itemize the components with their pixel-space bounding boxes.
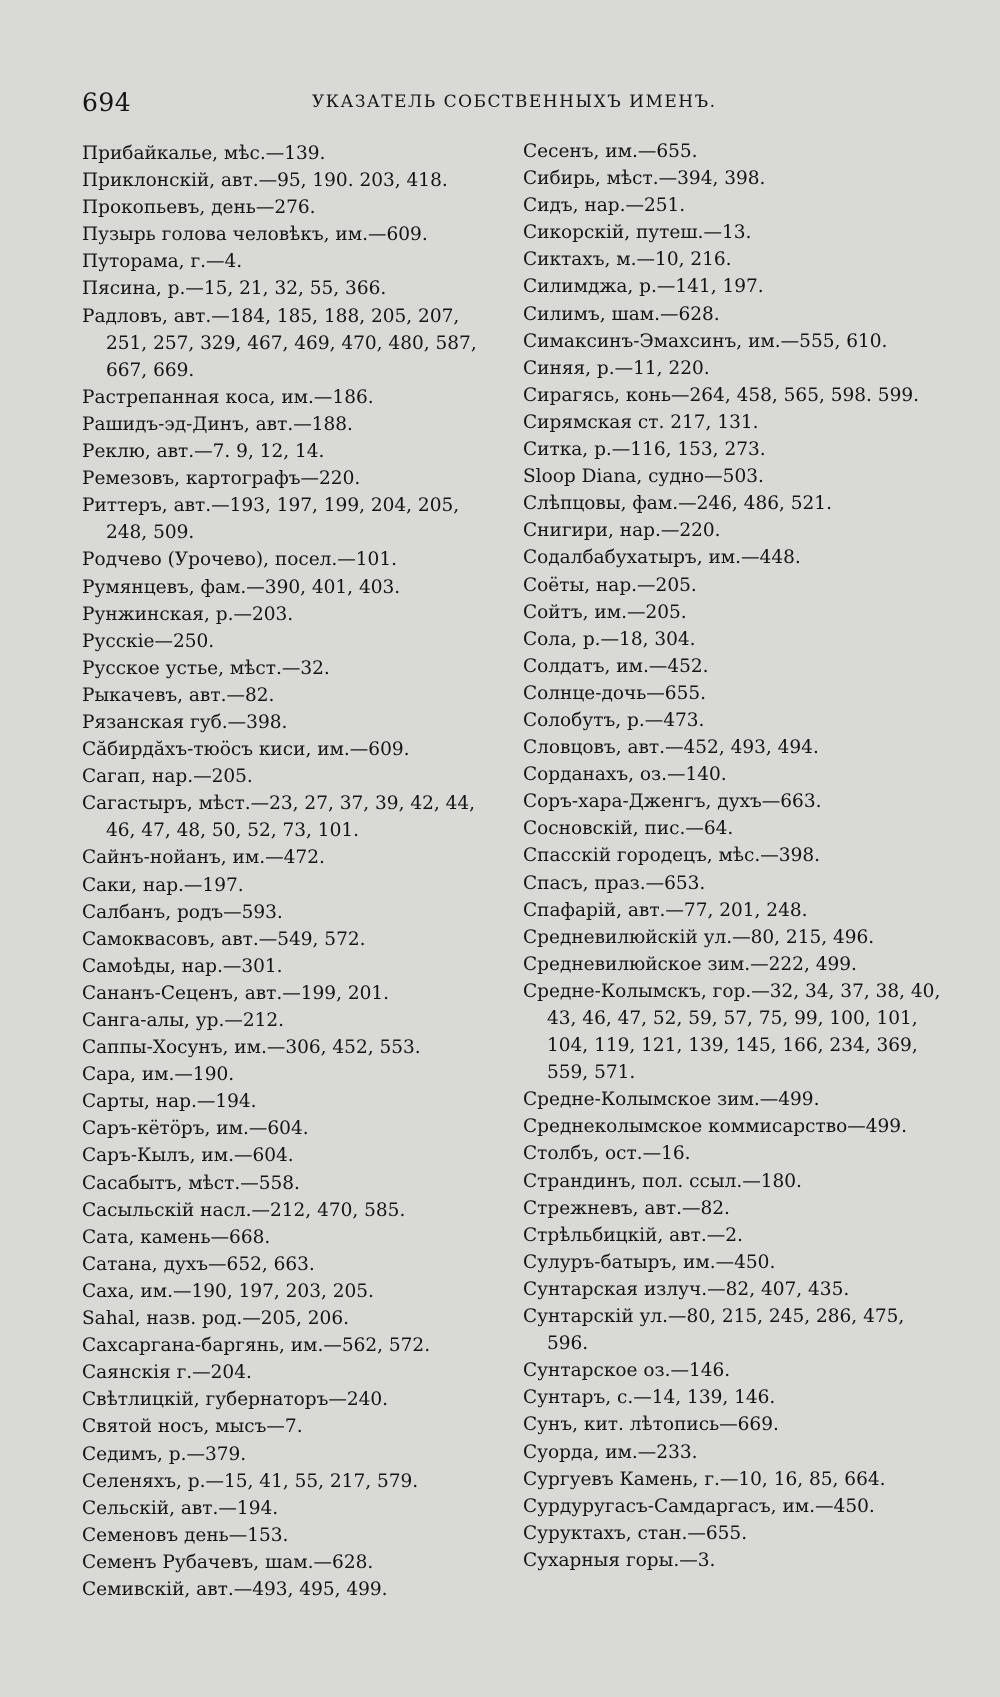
index-entry: Растрепанная коса, им.—186. [82,386,374,408]
index-column-right [523,138,943,1574]
index-entry: Радловъ, авт.—184, 185, 188, 205, 207, 251, 257, 329, 467, 469, 470, 480, 587, 667, 669. [82,305,477,381]
index-entry: Страндинъ, пол. ссыл.—180. [523,1170,802,1192]
index-entry: Семивскій, авт.—493, 495, 499. [82,1578,388,1600]
index-entry: Симаксинъ-Эмахсинъ, им.—555, 610. [523,330,888,352]
index-entry: Пясина, р.—15, 21, 32, 55, 366. [82,278,387,300]
index-entry: Свѣтлицкій, губернаторъ—240. [82,1389,389,1411]
running-title: УКАЗАТЕЛЬ СОБСТВЕННЫХЪ ИМЕНЪ. [312,92,717,112]
index-entry: Сатана, духъ—652, 663. [82,1253,315,1275]
index-entry: Сасыльскій насл.—212, 470, 585. [82,1199,406,1221]
index-entry: Сулуръ-батыръ, им.—450. [523,1251,776,1273]
index-entry: Силимъ, шам.—628. [523,303,720,325]
index-entry: Саха, им.—190, 197, 203, 205. [82,1280,374,1302]
index-entry: Саръ-Кылъ, им.—604. [82,1145,294,1167]
index-entry: Сата, камень—668. [82,1226,271,1248]
index-entry: Сосновскій, пис.—64. [523,818,734,840]
index-entry: Сунтарская излуч.—82, 407, 435. [523,1278,850,1300]
index-entry: Сагастыръ, мѣст.—23, 27, 37, 39, 42, 44, 46, 47, 48, 50, 52, 73, 101. [82,793,476,842]
index-entry: Самоѣды, нар.—301. [82,955,283,977]
index-entry: Снигири, нар.—220. [523,520,721,542]
index-entry: Реклю, авт.—7. 9, 12, 14. [82,441,325,463]
index-entry: Сурдуругасъ-Самдаргасъ, им.—450. [523,1495,875,1517]
index-entry: Сунтарскій ул.—80, 215, 245, 286, 475, 596. [523,1306,905,1355]
index-entry: Солнце-дочь—655. [523,682,706,704]
index-entry: Стрежневъ, авт.—82. [523,1197,730,1219]
index-entry: Силимджа, р.—141, 197. [523,276,764,298]
index-entry: Сургуевъ Камень, г.—10, 16, 85, 664. [523,1468,886,1490]
index-entry: Селеняхъ, р.—15, 41, 55, 217, 579. [82,1470,419,1492]
index-entry: Ремезовъ, картографъ—220. [82,468,361,490]
index-column-left [82,140,492,1603]
index-entry: Прибайкалье, мѣс.—139. [82,143,326,164]
index-entry: Родчево (Урочево), посел.—101. [82,549,397,571]
index-entry: Суорда, им.—233. [523,1441,698,1463]
index-entry: Средневилюйское зим.—222, 499. [523,953,857,975]
index-entry: Спасскій городецъ, мѣс.—398. [523,845,820,867]
index-entry: Саппы-Хосунъ, им.—306, 452, 553. [82,1037,421,1059]
index-entry: Словцовъ, авт.—452, 493, 494. [523,737,819,759]
index-entry: Саянскія г.—204. [82,1362,252,1384]
index-entry: Рязанская губ.—398. [82,711,288,733]
index-entry: Спафарій, авт.—77, 201, 248. [523,899,808,921]
index-entry: Русское устье, мѣст.—32. [82,657,330,679]
index-entry: Сиктахъ, м.—10, 216. [523,249,732,271]
index-entry: Пузырь голова человѣкъ, им.—609. [82,224,428,246]
index-entry: Сикорскій, путеш.—13. [523,222,752,244]
index-entry: Столбъ, ост.—16. [523,1143,691,1165]
index-entry: Прокопьевъ, день—276. [82,197,316,219]
index-entry: Сунтаръ, с.—14, 139, 146. [523,1387,776,1409]
index-entry: Слѣпцовы, фам.—246, 486, 521. [523,493,832,515]
index-entry: Сагап, нар.—205. [82,766,253,788]
index-entry: Сесенъ, им.—655. [523,141,698,162]
index-entry: Рашидъ-эд-Динъ, авт.—188. [82,413,353,435]
index-entry: Сананъ-Сеценъ, авт.—199, 201. [82,982,390,1004]
index-entry: Самоквасовъ, авт.—549, 572. [82,928,366,950]
index-entry: Сойтъ, им.—205. [523,601,687,623]
index-entry: Соёты, нар.—205. [523,574,697,596]
index-entry: Сара, им.—190. [82,1064,235,1086]
index-entry: Сельскій, авт.—194. [82,1497,279,1519]
index-entry: Семеновъ день—153. [82,1524,289,1546]
index-entry: Суруктахъ, стан.—655. [523,1522,748,1544]
index-entry: Саръ-кётöръ, им.—604. [82,1118,309,1140]
index-entry: Стрѣльбицкій, авт.—2. [523,1224,743,1246]
index-entry: Солдатъ, им.—452. [523,655,709,677]
index-entry: Сайнъ-нойанъ, им.—472. [82,847,325,869]
index-entry: Средне-Колымское зим.—499. [523,1089,820,1111]
index-entry: Сирагясь, конь—264, 458, 565, 598. 599. [523,384,919,406]
index-entry: Сола, р.—18, 304. [523,628,696,650]
index-entry: Сахсаргана-баргянь, им.—562, 572. [82,1335,431,1357]
index-entry: Синяя, р.—11, 220. [523,357,710,379]
index-entry: Средне-Колымскъ, гор.—32, 34, 37, 38, 40, 43, 46, 47, 52, 59, 57, 75, 99, 100, 101, 104, 119, 121, 139, 145, 166, 234, 369, 559, 571. [523,980,941,1084]
index-entry: Сидъ, нар.—251. [523,195,686,217]
index-entry: Семенъ Рубачевъ, шам.—628. [82,1551,374,1573]
index-entry: Sahal, назв. род.—205, 206. [82,1308,349,1330]
index-entry: Сарты, нар.—194. [82,1091,257,1113]
index-entry: Спасъ, праз.—653. [523,872,706,894]
index-entry: Сăбирдăхъ-тюöсъ киси, им.—609. [82,739,410,761]
index-entry: Средневилюйскій ул.—80, 215, 496. [523,926,875,948]
index-entry: Салбанъ, родъ—593. [82,901,283,923]
index-entry: Приклонскій, авт.—95, 190. 203, 418. [82,170,448,192]
index-entry: Сибирь, мѣст.—394, 398. [523,168,766,190]
index-entry: Румянцевъ, фам.—390, 401, 403. [82,576,401,598]
index-entry: Соръ-хара-Дженгъ, духъ—663. [523,791,822,813]
index-entry: Рыкачевъ, авт.—82. [82,684,275,706]
index-entry: Седимъ, р.—379. [82,1443,247,1465]
index-entry: Содалбабухатыръ, им.—448. [523,547,801,569]
page-number: 694 [82,88,132,117]
index-entry: Сирямская ст. 217, 131. [523,411,759,433]
index-entry: Сунъ, кит. лѣтопись—669. [523,1414,779,1436]
index-entry: Рунжинская, р.—203. [82,603,294,625]
index-entry: Сунтарское оз.—146. [523,1360,731,1382]
index-entry: Среднеколымское коммисарство—499. [523,1116,907,1138]
index-entry: Святой носъ, мысъ—7. [82,1416,303,1438]
index-entry: Русскіе—250. [82,630,215,652]
index-entry: Санга-алы, ур.—212. [82,1010,285,1031]
index-entry: Саки, нар.—197. [82,874,244,896]
index-entry: Солобутъ, р.—473. [523,709,705,731]
index-entry: Сухарныя горы.—3. [523,1549,716,1571]
index-entry: Sloop Diana, судно—503. [523,466,764,488]
index-entry: Путорама, г.—4. [82,251,243,273]
index-entry: Риттеръ, авт.—193, 197, 199, 204, 205, 248, 509. [82,495,460,544]
index-entry: Сорданахъ, оз.—140. [523,764,727,786]
index-entry: Сасабытъ, мѣст.—558. [82,1172,300,1194]
index-entry: Ситка, р.—116, 153, 273. [523,439,766,461]
page-header [82,88,940,128]
